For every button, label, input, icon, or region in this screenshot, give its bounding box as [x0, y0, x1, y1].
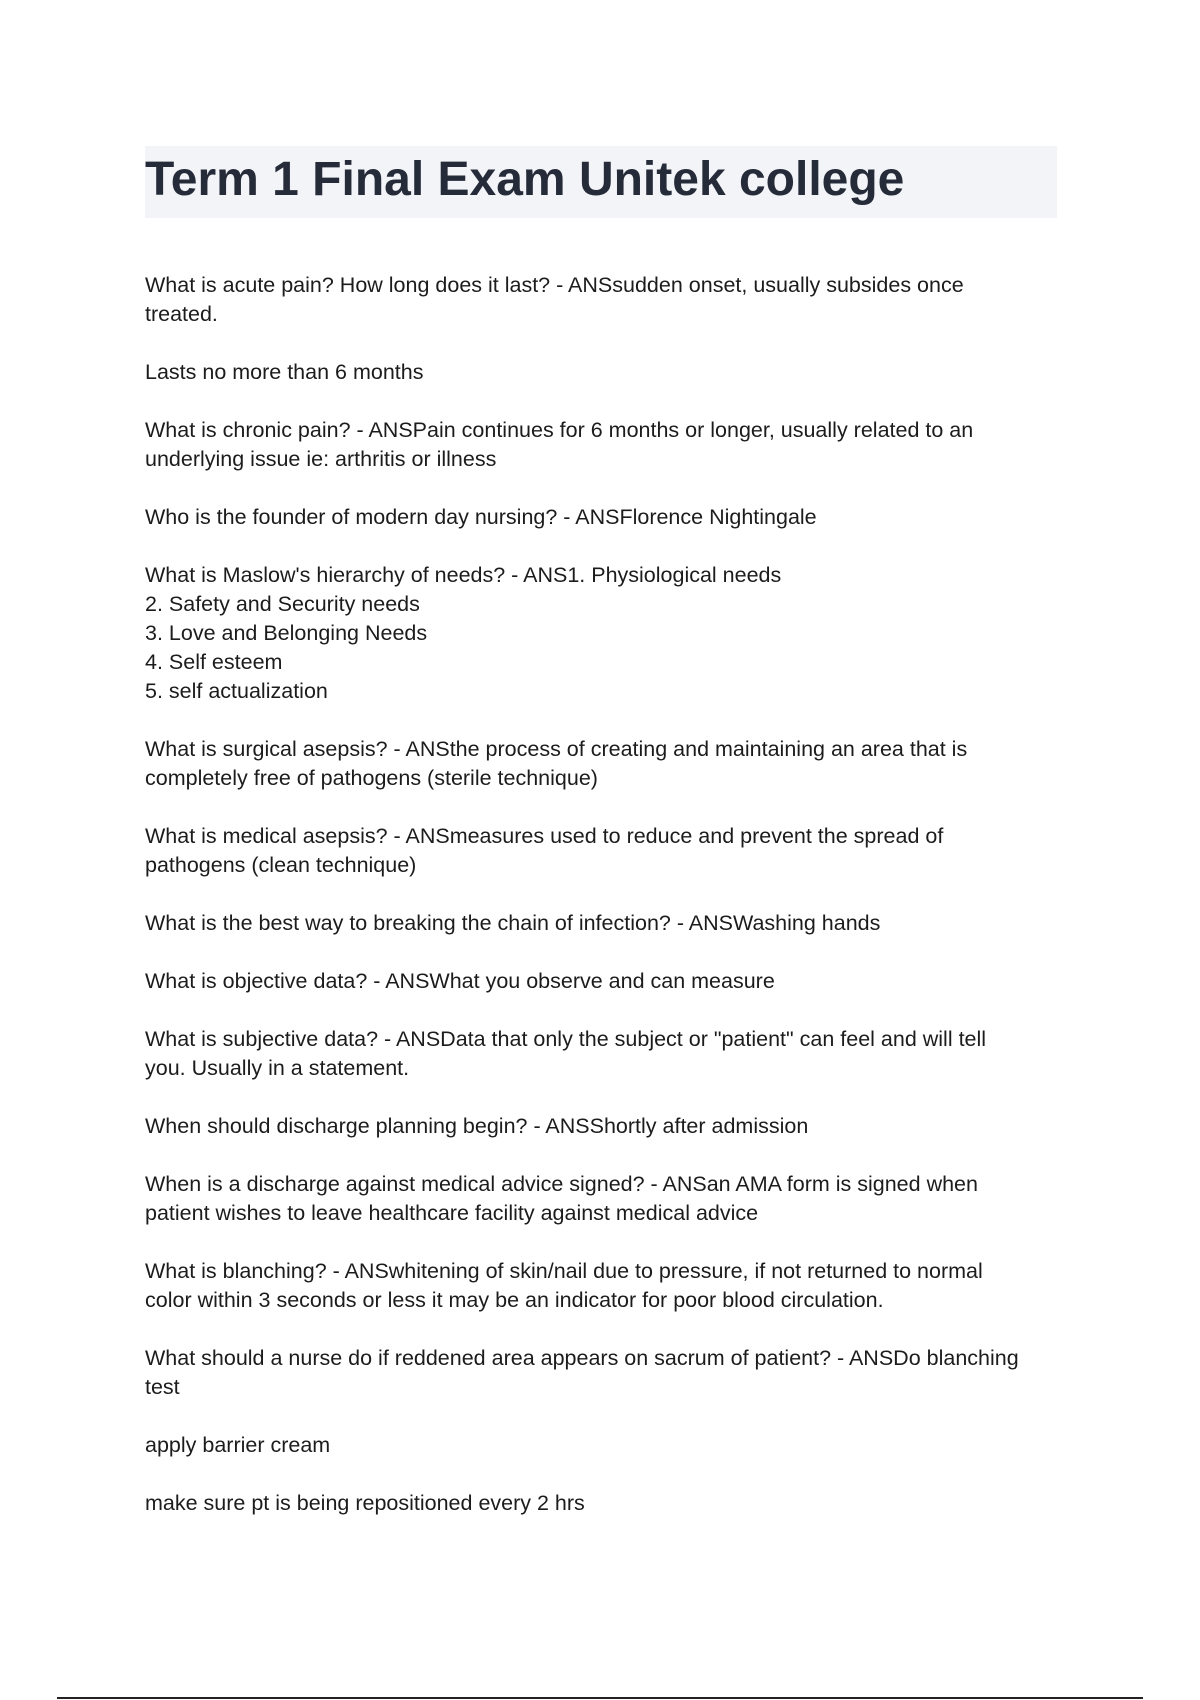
- qa-paragraph: What is the best way to breaking the chain of infection? - ANSWashing hands: [145, 911, 881, 935]
- footer-rule: [57, 1697, 1143, 1699]
- qa-paragraph: When is a discharge against medical advice signed? - ANSan AMA form is signed when patient wishes to leave healthcare facility against medical advice: [145, 1172, 978, 1225]
- qa-paragraph: What is objective data? - ANSWhat you observe and can measure: [145, 969, 775, 993]
- title-banner: [145, 146, 1057, 218]
- qa-paragraph: make sure pt is being repositioned every 2 hrs: [145, 1491, 585, 1515]
- qa-paragraph: What is blanching? - ANSwhitening of skin/nail due to pressure, if not returned to normal color within 3 seconds or less it may be an indicator for poor blood circulation.: [145, 1259, 983, 1312]
- qa-paragraph: Lasts no more than 6 months: [145, 360, 424, 384]
- qa-paragraph: What should a nurse do if reddened area appears on sacrum of patient? - ANSDo blanching test: [145, 1346, 1019, 1399]
- qa-paragraph: What is medical asepsis? - ANSmeasures used to reduce and prevent the spread of pathogens (clean technique): [145, 824, 944, 877]
- qa-paragraph: When should discharge planning begin? - ANSShortly after admission: [145, 1114, 809, 1138]
- qa-paragraph: apply barrier cream: [145, 1433, 331, 1457]
- qa-paragraph: What is Maslow's hierarchy of needs? - ANS1. Physiological needs 2. Safety and Security needs 3. Love and Belonging Needs 4. Self esteem 5. self actualization: [145, 563, 782, 703]
- qa-paragraph: What is chronic pain? - ANSPain continues for 6 months or longer, usually related to an underlying issue ie: arthritis or illness: [145, 418, 974, 471]
- document-body: [145, 271, 1065, 1547]
- qa-paragraph: What is acute pain? How long does it last? - ANSsudden onset, usually subsides once treated.: [145, 273, 964, 326]
- document-title: Term 1 Final Exam Unitek college: [145, 153, 905, 206]
- qa-paragraph: Who is the founder of modern day nursing? - ANSFlorence Nightingale: [145, 505, 817, 529]
- qa-paragraph: What is subjective data? - ANSData that only the subject or "patient" can feel and will tell you. Usually in a statement.: [145, 1027, 987, 1080]
- qa-paragraph: What is surgical asepsis? - ANSthe process of creating and maintaining an area that is completely free of pathogens (sterile technique): [145, 737, 968, 790]
